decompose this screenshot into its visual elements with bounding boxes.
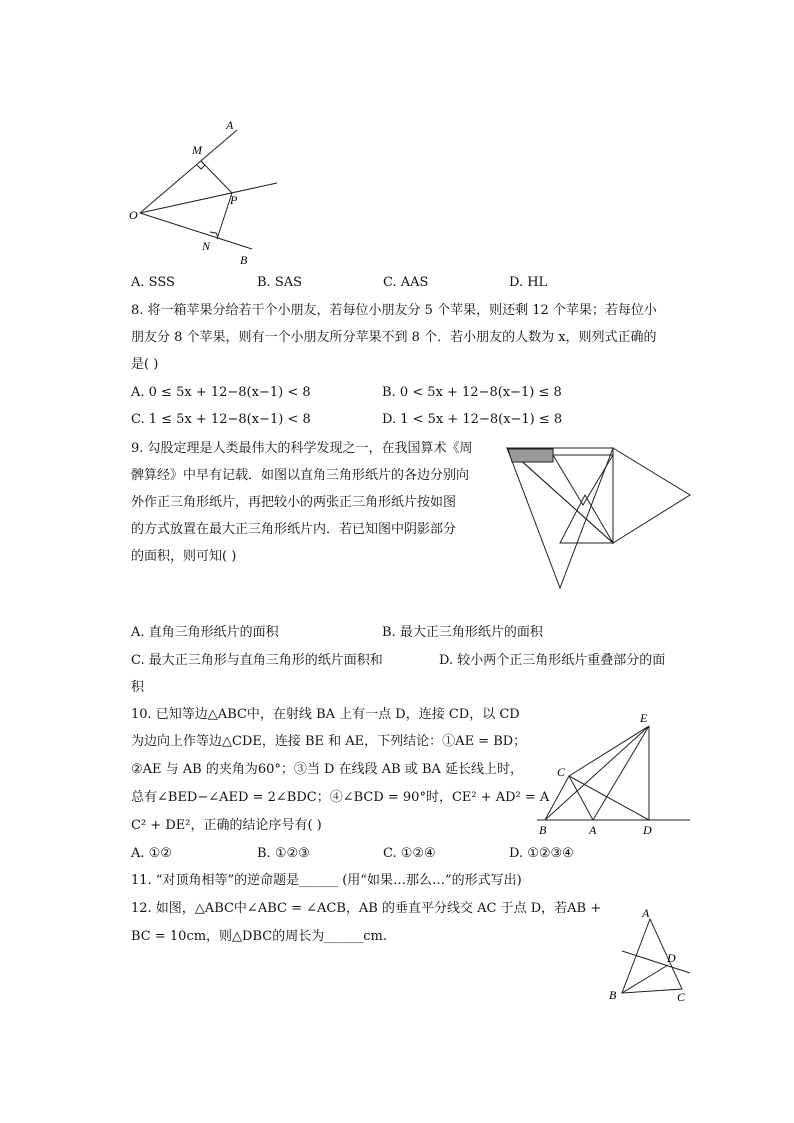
q9-stem-line-5: 的面积，则可知( ): [131, 549, 237, 564]
q10-stem-line-3: ②AE 与 AB 的夹角为60°；③当 D 在线段 AB 或 BA 延长线上时，: [131, 762, 524, 777]
q10-stem-line-4: 总有∠BED−∠AED = 2∠BDC；④∠BCD = 90°时，CE² + AD² = A: [131, 790, 550, 805]
q9-stem-line-1: 9. 勾股定理是人类最伟大的科学发现之一，在我国算术《周: [131, 441, 473, 456]
q8-option-c[interactable]: C. 1 ≤ 5x + 12−8(x−1) < 8: [131, 412, 311, 427]
pythagoras-triangles-figure: [505, 445, 695, 593]
label-E: E: [640, 711, 648, 725]
q9-option-a[interactable]: A. 直角三角形纸片的面积: [131, 625, 279, 640]
label-M: M: [192, 143, 202, 157]
label-B: B: [240, 253, 248, 267]
label-N: N: [202, 239, 211, 253]
q8-option-d[interactable]: D. 1 < 5x + 12−8(x−1) ≤ 8: [382, 412, 563, 427]
q9-option-c[interactable]: C. 最大正三角形与直角三角形的纸片面积和: [131, 653, 383, 668]
angle-bisector-figure: [125, 115, 295, 270]
label-O: O: [129, 208, 138, 222]
q9-stem-line-2: 髀算经》中早有记载．如图以直角三角形纸片的各边分别向: [131, 468, 470, 483]
q11-stem: 11. “对顶角相等”的逆命题是______ (用“如果…那么…”的形式写出): [131, 873, 522, 888]
q10-option-d[interactable]: D. ①②③④: [509, 846, 574, 861]
q9-option-b[interactable]: B. 最大正三角形纸片的面积: [382, 625, 543, 640]
q9-option-d[interactable]: D. 较小两个正三角形纸片重叠部分的面: [439, 653, 666, 668]
q8-stem-line-3: 是( ): [131, 357, 159, 372]
q9-stem-line-4: 的方式放置在最大正三角形纸片内．若已知图中阴影部分: [131, 522, 457, 537]
equilateral-triangles-figure: [533, 708, 693, 838]
q10-option-c[interactable]: C. ①②④: [383, 846, 436, 861]
q12-stem-line-1: 12. 如图，△ABC中∠ABC = ∠ACB，AB 的垂直平分线交 AC 于点 D，若AB +: [131, 901, 602, 916]
label-D: D: [667, 951, 676, 965]
q9-stem-line-3: 外作正三角形纸片，再把较小的两张正三角形纸片按如图: [131, 495, 457, 510]
q10-option-a[interactable]: A. ①②: [131, 846, 172, 861]
q10-stem-line-5: C² + DE²，正确的结论序号有( ): [131, 818, 322, 833]
label-C: C: [557, 765, 566, 779]
q8-stem-line-1: 8. 将一箱苹果分给若干个小朋友，若每位小朋友分 5 个苹果，则还剩 12 个苹果；若每位小: [131, 303, 657, 318]
label-A: A: [589, 823, 597, 837]
q7-option-c[interactable]: C. AAS: [383, 275, 429, 290]
q10-option-b[interactable]: B. ①②③: [257, 846, 310, 861]
q9-option-d-wrap: 积: [131, 680, 145, 695]
isosceles-triangle-figure: [600, 903, 695, 1008]
q7-option-b[interactable]: B. SAS: [257, 275, 303, 290]
q10-stem-line-2: 为边向上作等边△CDE，连接 BE 和 AE，下列结论：①AE = BD；: [131, 734, 527, 749]
label-A: A: [226, 118, 234, 132]
label-P: P: [230, 193, 238, 207]
q8-option-b[interactable]: B. 0 < 5x + 12−8(x−1) ≤ 8: [382, 385, 562, 400]
q8-stem-line-2: 朋友分 8 个苹果，则有一个小朋友所分苹果不到 8 个．若小朋友的人数为 x，则列式正确的: [131, 330, 657, 345]
q12-stem-line-2: BC = 10cm，则△DBC的周长为______cm.: [131, 929, 387, 944]
label-B: B: [609, 988, 617, 1002]
q10-stem-line-1: 10. 已知等边△ABC中，在射线 BA 上有一点 D，连接 CD，以 CD: [131, 707, 520, 722]
q8-option-a[interactable]: A. 0 ≤ 5x + 12−8(x−1) < 8: [131, 385, 311, 400]
label-B: B: [539, 823, 547, 837]
label-D: D: [643, 823, 652, 837]
label-A: A: [642, 906, 650, 920]
q7-option-a[interactable]: A. SSS: [131, 275, 175, 290]
q7-option-d[interactable]: D. HL: [509, 275, 548, 290]
label-C: C: [677, 990, 686, 1004]
